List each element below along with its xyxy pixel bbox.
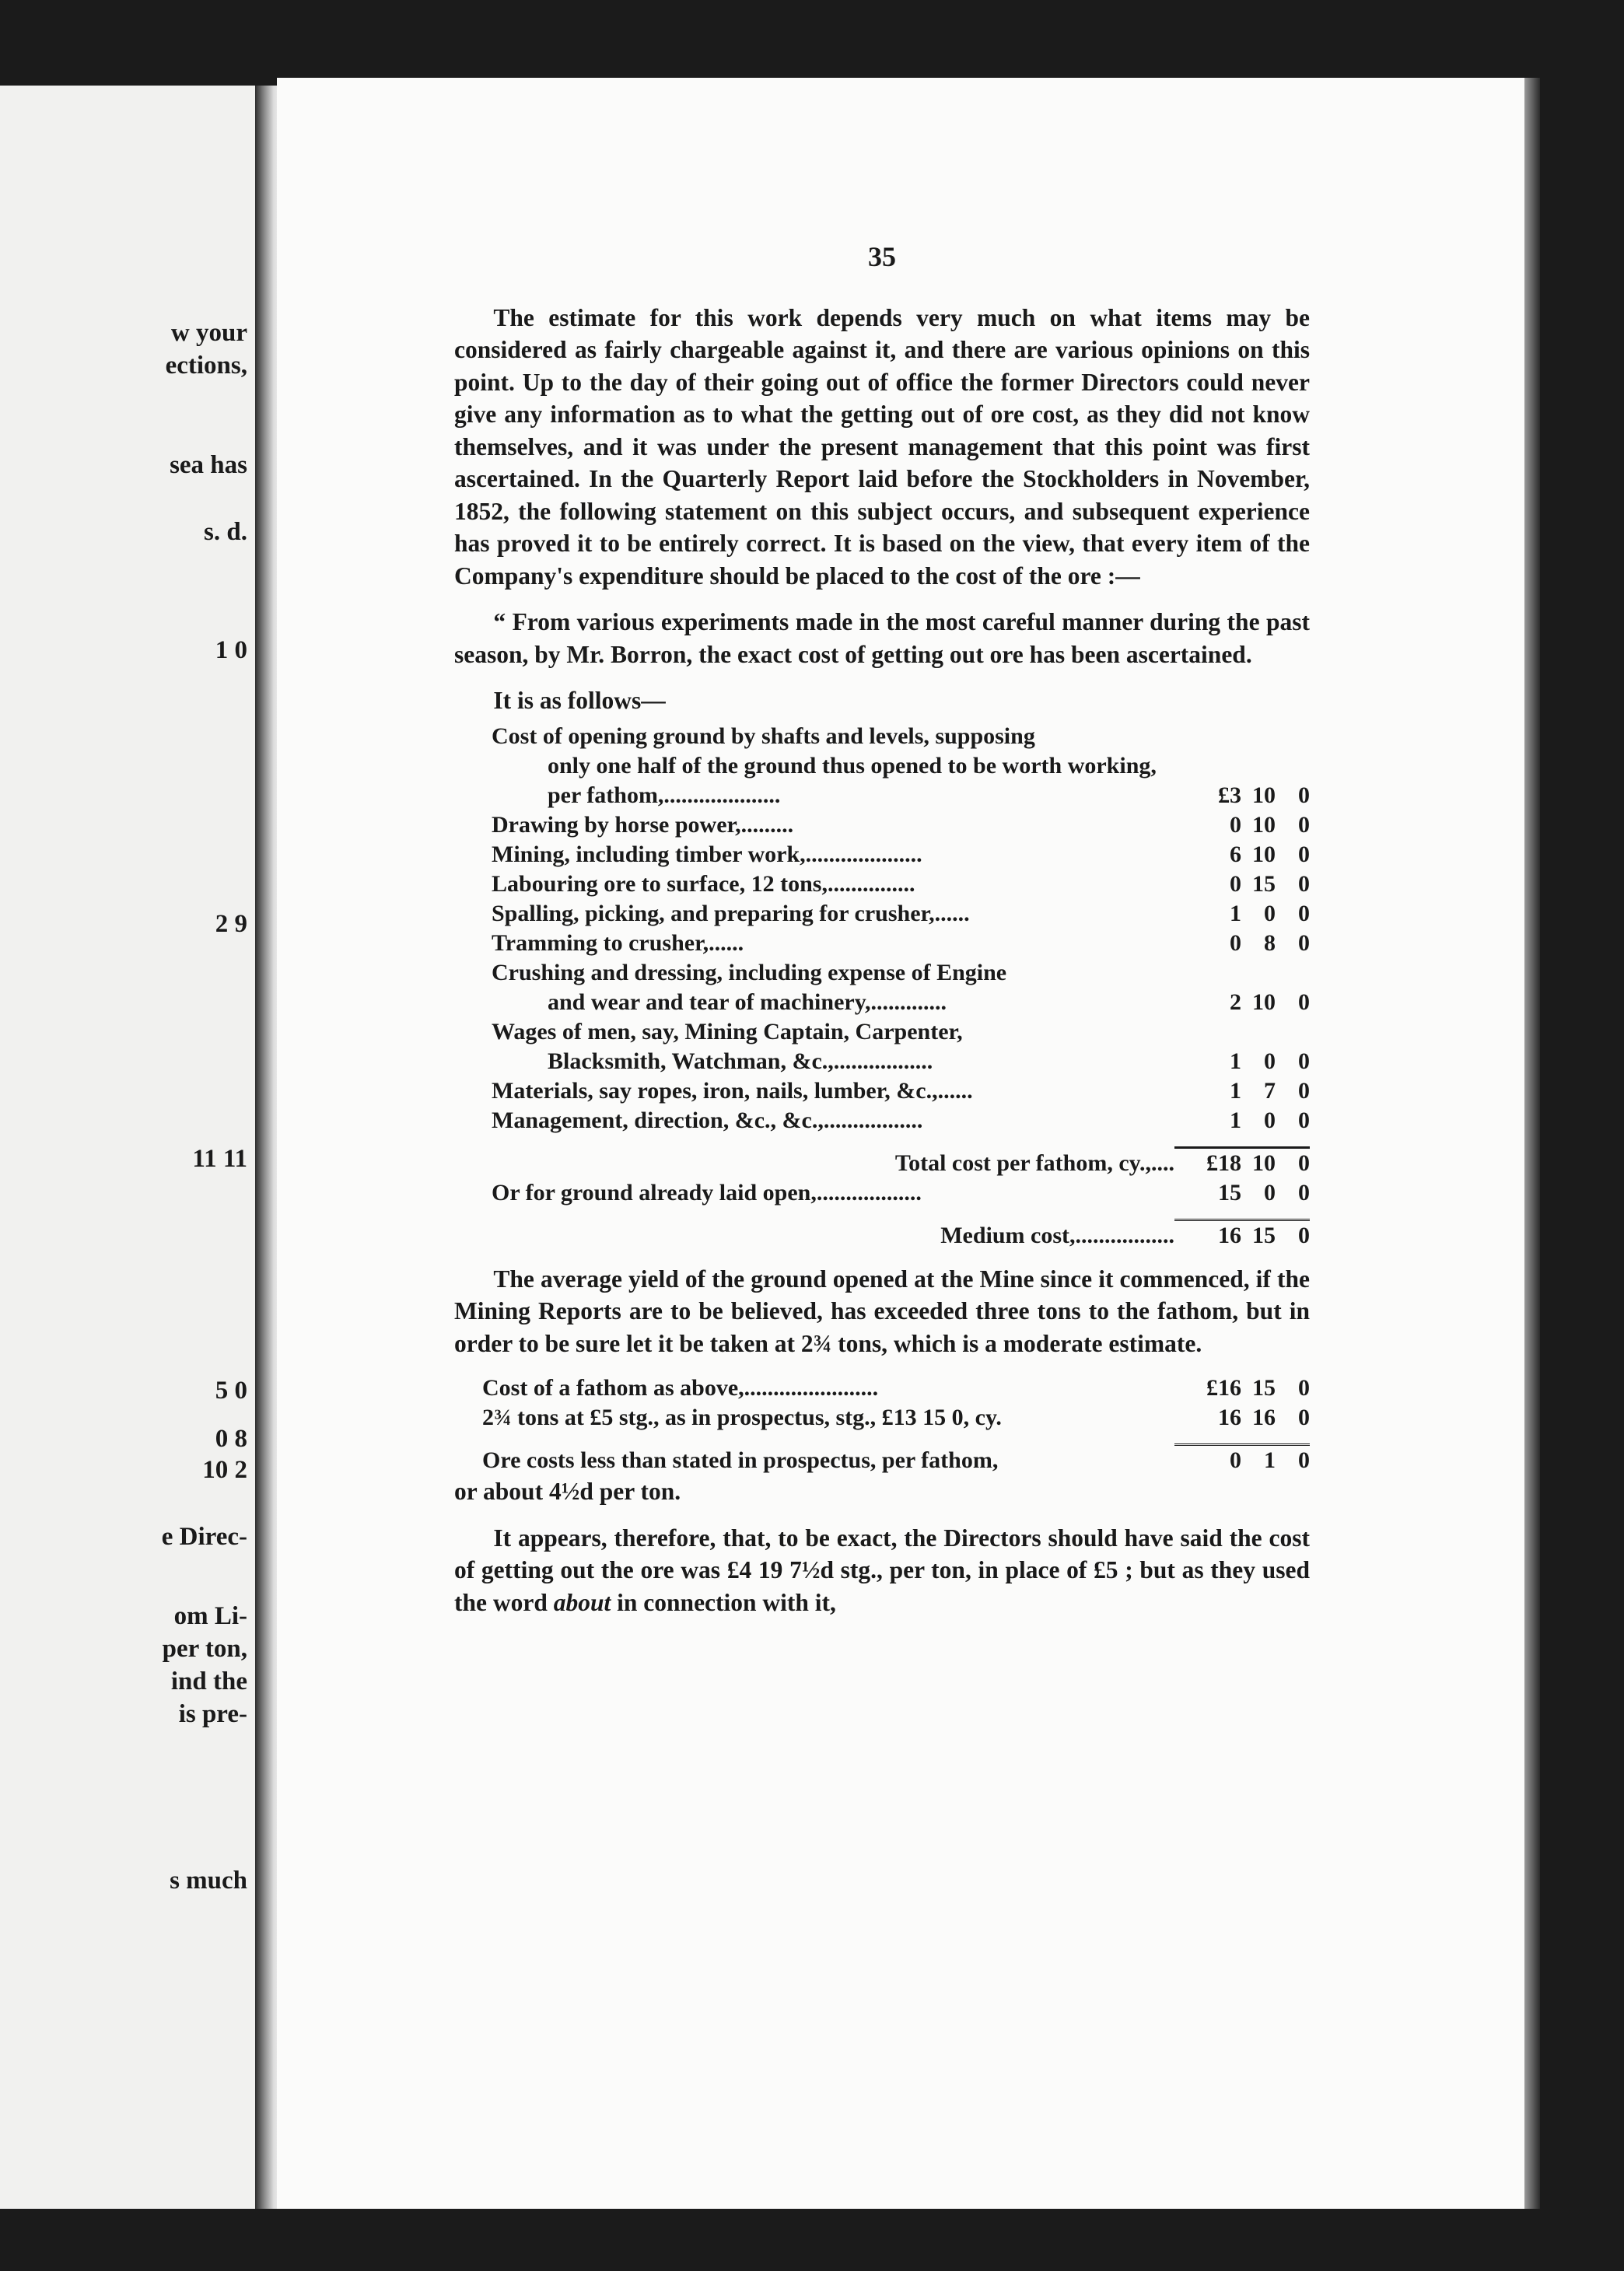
left-fragment: sea has (170, 451, 247, 479)
closing-paragraph (454, 1522, 1310, 1619)
total-shillings: 10 (1241, 1147, 1276, 1178)
left-fragment: w your (170, 319, 247, 347)
left-fragment: per ton, (162, 1635, 247, 1663)
cost-item-row (454, 810, 1310, 840)
quote-paragraph: “ From various experiments made in the most careful manner during the past season, by Mr. Borron, the exact cost of getting out ore has been ascertained. (454, 608, 1310, 668)
left-page-edge (0, 86, 261, 2209)
less-pounds: 0 (1174, 1445, 1241, 1476)
cost-item-text: Management, direction, &c., &c.,................. (492, 1107, 923, 1133)
cost-item-label (454, 840, 1174, 870)
medium-pence: 0 (1276, 1219, 1310, 1251)
cost-item-pence: 0 (1298, 929, 1310, 956)
page-edge-shadow (1524, 78, 1540, 2209)
cost-item-label (454, 1076, 1174, 1106)
left-fragment: is pre- (178, 1700, 247, 1728)
cost-item-label (454, 929, 1174, 958)
cost-item-row (454, 1017, 1310, 1076)
medium-label: Medium cost,................. (940, 1222, 1174, 1248)
cost-item-pence: 0 (1298, 841, 1310, 867)
left-fragment: s much (170, 1867, 247, 1895)
left-fragment: e Direc- (161, 1523, 247, 1551)
prospectus-label: 2¾ tons at £5 stg., as in prospectus, stg., £13 15 0, cy. (482, 1405, 1002, 1430)
cost-item-pounds: 2 (1230, 989, 1241, 1015)
cost-items (454, 722, 1310, 1136)
total-row (454, 1147, 1310, 1178)
cost-item-shillings: 10 (1252, 811, 1276, 838)
cost-item-pence: 0 (1298, 1077, 1310, 1104)
cost-item-text: Drawing by horse power,......... (492, 811, 794, 838)
prospectus-shillings: 16 (1252, 1405, 1276, 1430)
cost-item-label (454, 1017, 1174, 1076)
page-number: 35 (868, 241, 896, 272)
cost-item-pounds: 0 (1230, 811, 1241, 838)
fathom-label: Cost of a fathom as above,....................... (482, 1375, 879, 1401)
comparison-table (454, 1373, 1310, 1475)
cost-item-shillings: 7 (1264, 1077, 1276, 1104)
cost-item-continuation: only one half of the ground thus opened to be worth working, per fathom,.................... (548, 752, 1157, 808)
cost-item-pence: 0 (1298, 870, 1310, 897)
left-fragment: 2 9 (215, 910, 247, 938)
cost-item-text: Mining, including timber work,.................... (492, 841, 922, 867)
medium-row (454, 1219, 1310, 1251)
cost-item-pence: 0 (1298, 1107, 1310, 1133)
closing-italic: about (553, 1588, 611, 1616)
fathom-pounds: £16 (1206, 1375, 1241, 1401)
cost-item-shillings: 10 (1252, 782, 1276, 808)
cost-item-label (454, 899, 1174, 929)
cost-item-label (454, 810, 1174, 840)
cost-item-label (454, 958, 1174, 1017)
cost-item-text: Materials, say ropes, iron, nails, lumber, &c.,...... (492, 1077, 973, 1104)
total-label: Total cost per fathom, cy.,.... (894, 1149, 1174, 1176)
cost-item-row (454, 929, 1310, 958)
left-fragment: s. d. (204, 518, 247, 546)
intro-paragraph: The estimate for this work depends very much on what items may be considered as fairly chargeable against it, and there are various opinions on this point. Up to the day of their going out of office the former Directors could never give any information as to what the getting out of ore cost, as they did not know themselves, and it was under the present management that this point was first ascertained. In the Quarterly Report laid before the Stockholders in November, 1852, the following statement on this subject occurs, and subsequent experience has proved it to be entirely correct. It is based on the view, that every item of the Company's expenditure should be placed to the cost of the ore :— (454, 303, 1310, 590)
fathom-pence: 0 (1298, 1375, 1310, 1401)
laid-open-pence: 0 (1298, 1179, 1310, 1205)
prospectus-row (454, 1403, 1310, 1433)
fathom-shillings: 15 (1252, 1375, 1276, 1401)
cost-item-shillings: 15 (1252, 870, 1276, 897)
cost-item-pounds: £3 (1218, 782, 1241, 808)
cost-item-shillings: 0 (1264, 900, 1276, 926)
cost-item-label (454, 1106, 1174, 1136)
cost-item-row (454, 722, 1310, 810)
fathom-row (454, 1373, 1310, 1403)
cost-table (454, 722, 1310, 1251)
less-row (454, 1445, 1310, 1476)
laid-open-label: Or for ground already laid open,.................. (492, 1179, 922, 1205)
left-fragment: 0 8 (215, 1425, 247, 1453)
total-pence: 0 (1276, 1147, 1310, 1178)
cost-item-row (454, 899, 1310, 929)
less-label: Ore costs less than stated in prospectus, per fathom, (482, 1447, 999, 1473)
closing-text: It appears, therefore, that, to be exact, the Directors should have said the cost of getting out the ore was £4 19 7½d stg., per ton, in place of £5 ; but as they used the word (454, 1524, 1310, 1616)
cost-item-text: Cost of opening ground by shafts and levels, supposing (492, 723, 1035, 749)
cost-summary (454, 1136, 1310, 1251)
laid-open-shillings: 0 (1264, 1179, 1276, 1205)
cost-item-pounds: 1 (1230, 1107, 1241, 1133)
cost-item-shillings: 10 (1252, 841, 1276, 867)
yield-paragraph: The average yield of the ground opened at the Mine since it commenced, if the Mining Reports are to be believed, has exceeded three tons to the fathom, but in order to be sure let it be taken at 2¾ tons, which is a moderate estimate. (454, 1265, 1310, 1357)
cost-item-continuation: Blacksmith, Watchman, &c.,................. (548, 1048, 933, 1074)
left-fragment: ind the (170, 1667, 247, 1695)
cost-item-row (454, 870, 1310, 899)
cost-item-shillings: 0 (1264, 1107, 1276, 1133)
cost-item-pence: 0 (1298, 989, 1310, 1015)
cost-item-pence: 0 (1298, 782, 1310, 808)
left-fragment: 1 0 (215, 636, 247, 664)
cost-item-text: Wages of men, say, Mining Captain, Carpenter, (492, 1018, 963, 1045)
follows-line: It is as follows— (493, 687, 666, 714)
cost-item-row (454, 1076, 1310, 1106)
prospectus-pence: 0 (1298, 1405, 1310, 1430)
page-text (454, 241, 1310, 1632)
cost-item-shillings: 0 (1264, 1048, 1276, 1074)
cost-item-pounds: 1 (1230, 1048, 1241, 1074)
cost-item-row (454, 840, 1310, 870)
cost-item-text: Tramming to crusher,...... (492, 929, 744, 956)
cost-item-shillings: 10 (1252, 989, 1276, 1015)
cost-item-pence: 0 (1298, 900, 1310, 926)
medium-shillings: 15 (1241, 1219, 1276, 1251)
cost-item-row (454, 958, 1310, 1017)
left-fragment: om Li- (173, 1602, 247, 1630)
cost-item-pence: 0 (1298, 1048, 1310, 1074)
left-fragment: ections, (165, 352, 247, 380)
left-fragment: 10 2 (202, 1456, 247, 1484)
closing-tail: in connection with it, (617, 1588, 836, 1616)
laid-open-row (454, 1178, 1310, 1208)
less-shillings: 1 (1241, 1445, 1276, 1476)
cost-item-row (454, 1106, 1310, 1136)
cost-item-shillings: 8 (1264, 929, 1276, 956)
medium-pounds: 16 (1174, 1219, 1241, 1251)
total-pounds: £18 (1174, 1147, 1241, 1178)
cost-item-label (454, 722, 1174, 810)
cost-item-label (454, 870, 1174, 899)
laid-open-pounds: 15 (1218, 1179, 1241, 1205)
left-fragment: 11 11 (192, 1145, 247, 1173)
cost-item-pounds: 0 (1230, 929, 1241, 956)
prospectus-pounds: 16 (1218, 1405, 1241, 1430)
less-pence: 0 (1276, 1445, 1310, 1476)
cost-item-pounds: 0 (1230, 870, 1241, 897)
cost-item-pence: 0 (1298, 811, 1310, 838)
left-fragment: 5 0 (215, 1377, 247, 1405)
cost-item-text: Crushing and dressing, including expense of Engine (492, 959, 1007, 985)
cost-item-text: Labouring ore to surface, 12 tons,............... (492, 870, 915, 897)
less-tail: or about 4½d per ton. (454, 1478, 681, 1505)
cost-item-pounds: 1 (1230, 900, 1241, 926)
cost-item-continuation: and wear and tear of machinery,............. (548, 989, 947, 1015)
cost-item-pounds: 6 (1230, 841, 1241, 867)
cost-item-text: Spalling, picking, and preparing for crusher,...... (492, 900, 970, 926)
cost-item-pounds: 1 (1230, 1077, 1241, 1104)
